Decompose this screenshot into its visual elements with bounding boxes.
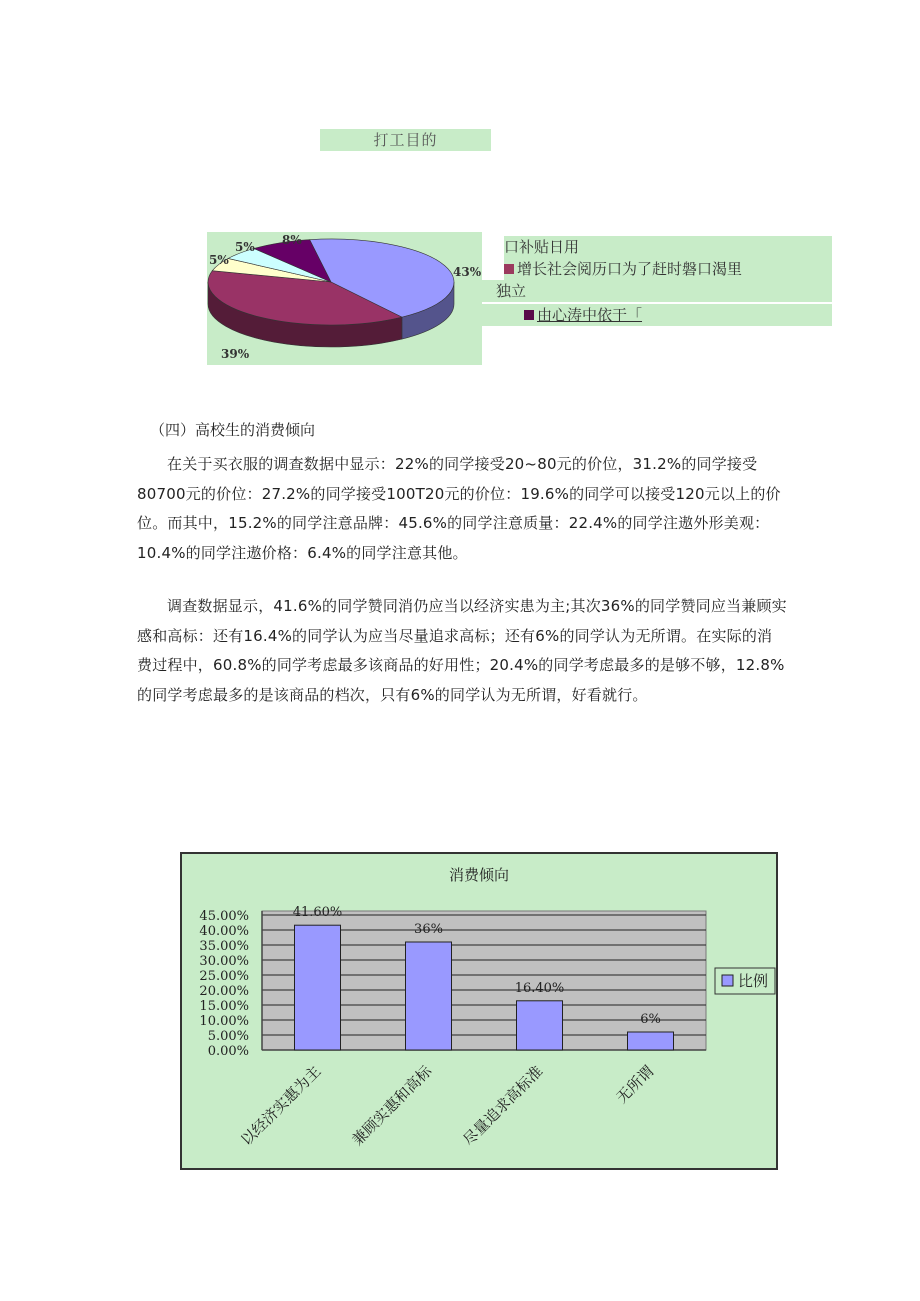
bar-chart-svg (182, 854, 776, 1168)
pie-chart-title: 打工目的 (320, 129, 491, 151)
legend-item-independent: 独立 (496, 282, 527, 300)
y-tick-label: 35.00% (199, 939, 249, 954)
x-category-label: 无所谓 (612, 1062, 658, 1107)
section-heading: （四）高校生的消费倾向 (150, 421, 316, 439)
x-category-label: 尽量追求高标准 (459, 1062, 547, 1150)
legend-item-subsidy: 口补贴日用 (504, 238, 580, 256)
bar-3 (628, 1032, 674, 1050)
bar-data-label: 41.60% (292, 905, 343, 921)
y-tick-label: 30.00% (199, 954, 249, 969)
bar-1 (406, 942, 452, 1050)
legend-item-experience: 增长社会阅历口为了赶时磐口渴里 (504, 258, 742, 280)
bar-data-label: 36% (414, 922, 443, 937)
pie-label-39: 39% (221, 347, 250, 361)
bar-chart-title: 消费倾向 (448, 866, 510, 884)
bar-2 (517, 1001, 563, 1050)
y-tick-label: 25.00% (199, 969, 249, 984)
y-tick-label: 20.00% (199, 984, 249, 999)
legend-swatch-purple (524, 310, 534, 320)
bar-legend-label: 比例 (738, 972, 769, 990)
legend-swatch-maroon (504, 264, 514, 274)
x-category-label: 兼顾实惠和高标 (348, 1062, 436, 1150)
bar-data-label: 16.40% (514, 980, 565, 996)
y-tick-label: 10.00% (199, 1014, 249, 1029)
x-category-label: 以经济实惠为主 (237, 1062, 325, 1150)
legend-item-other: 由心涛中依干「 (524, 304, 642, 326)
pie-label-43: 43% (453, 265, 482, 279)
y-tick-label: 15.00% (199, 999, 249, 1014)
bar-chart (180, 852, 778, 1170)
paragraph-clothing: 在关于买衣服的调查数据中显示：22%的同学接受20~80元的价位，31.2%的同学接受80700元的价位：27.2%的同学接受100T20元的价位：19.6%的同学可以接受120元以上的价位。而其中，15.2%的同学注意品牌：45.6%的同学注意质量：22.4%的同学注遨外形美观：10.4%的同学注遨价格：6.4%的同学注意其他。 (137, 455, 781, 562)
pie-label-8: 8% (282, 233, 302, 247)
bar-0 (295, 925, 341, 1050)
pie-label-5a: 5% (209, 253, 229, 267)
pie-label-5b: 5% (235, 240, 255, 254)
y-tick-label: 0.00% (207, 1044, 249, 1059)
y-tick-label: 40.00% (199, 924, 249, 939)
bar-legend-swatch (722, 975, 733, 986)
y-tick-label: 45.00% (199, 909, 249, 924)
pie-legend (482, 236, 832, 326)
y-tick-label: 5.00% (207, 1029, 249, 1044)
bar-data-label: 6% (640, 1012, 661, 1027)
pie-chart (207, 232, 482, 365)
paragraph-consumption: 调查数据显示，41.6%的同学赞同消仍应当以经济实患为主;其次36%的同学赞同应当兼顾实感和高标：还有16.4%的同学认为应当尽量追求高标；还有6%的同学认为无所谓。在实际的消费过程中，60.8%的同学考虑最多该商品的好用性；20.4%的同学考虑最多的是够不够，12.8%的同学考虑最多的是该商品的档次，只有6%的同学认为无所谓，好看就行。 (137, 597, 787, 704)
